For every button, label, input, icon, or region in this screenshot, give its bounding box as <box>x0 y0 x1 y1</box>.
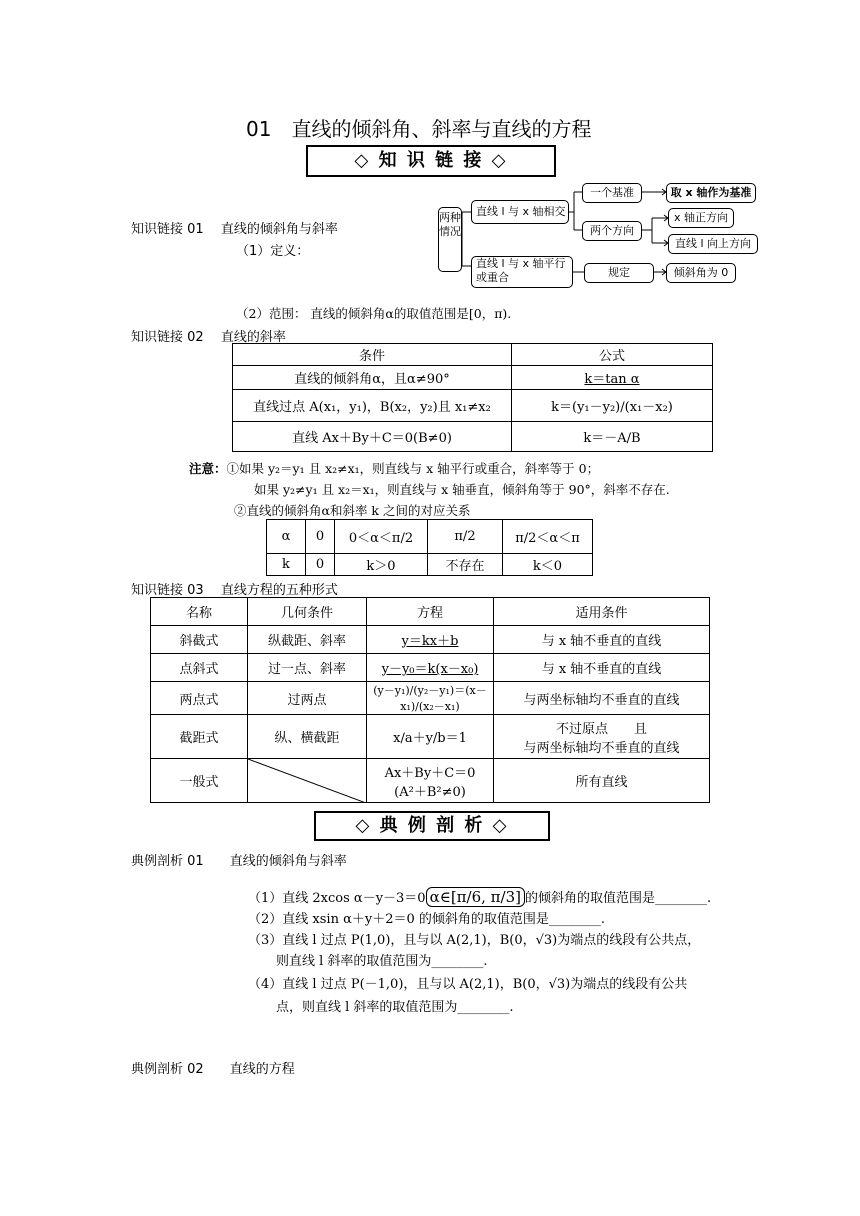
table-cell: 纵、横截距 <box>248 715 367 759</box>
line-forms-table <box>150 597 710 803</box>
diagram-basis-value: 取 x 轴作为基准 <box>666 183 756 203</box>
page-title: 01 直线的倾斜角、斜率与直线的方程 <box>246 117 592 141</box>
question-3-cont: 则直线 l 斜率的取值范围为________. <box>276 954 488 969</box>
table-header: 方程 <box>367 598 494 626</box>
table-header: 条件 <box>233 344 512 366</box>
table-header: 几何条件 <box>248 598 367 626</box>
section-banner-examples: ◇ 典 例 剖 析 ◇ <box>314 811 550 841</box>
table-cell: k＜0 <box>503 554 593 576</box>
slope-table <box>232 343 713 452</box>
range-text: （2）范围： 直线的倾斜角α的取值范围是[0，π). <box>236 306 512 321</box>
table-cell: 纵截距、斜率 <box>248 626 367 654</box>
table-header: 公式 <box>512 344 713 366</box>
table-cell: 截距式 <box>151 715 248 759</box>
table-header: 名称 <box>151 598 248 626</box>
table-cell: α <box>267 520 306 554</box>
table-cell: 一般式 <box>151 759 248 803</box>
note-line-3: ②直线的倾斜角α和斜率 k 之间的对应关系 <box>234 503 471 518</box>
note-line-1: 注意：①如果 y₂＝y₁ 且 x₂≠x₁，则直线与 x 轴平行或重合，斜率等于 0； <box>189 461 600 476</box>
section-label-k1: 知识链接 01 直线的倾斜角与斜率 <box>131 222 338 237</box>
diagram-case-intersect: 直线 l 与 x 轴相交 <box>471 200 569 224</box>
table-cell: 过一点、斜率 <box>248 654 367 682</box>
table-cell: k＝(y₁－y₂)/(x₁－x₂) <box>512 390 713 422</box>
table-cell: 所有直线 <box>494 759 710 803</box>
diagram-rule: 规定 <box>584 263 654 283</box>
table-header: 适用条件 <box>494 598 710 626</box>
table-cell: y＝kx＋b <box>367 626 494 654</box>
table-cell: 与 x 轴不垂直的直线 <box>494 626 710 654</box>
table-cell: 过两点 <box>248 682 367 715</box>
table-cell: k＝tan α <box>512 366 713 390</box>
table-cell: 0 <box>306 554 335 576</box>
table-cell: 0 <box>306 520 335 554</box>
table-cell: 与 x 轴不垂直的直线 <box>494 654 710 682</box>
table-cell: y－y₀＝k(x－x₀) <box>367 654 494 682</box>
table-cell: (y－y₁)/(y₂－y₁)＝(x－x₁)/(x₂－x₁) <box>367 682 494 715</box>
table-cell: 不存在 <box>428 554 503 576</box>
table-cell: 与两坐标轴均不垂直的直线 <box>494 682 710 715</box>
diagram-two-cases: 两种情况 <box>438 207 462 272</box>
table-cell: 直线 Ax＋By＋C＝0(B≠0) <box>233 422 512 452</box>
table-cell-diagonal <box>248 759 367 803</box>
section-label-k2: 知识链接 02 直线的斜率 <box>131 330 286 345</box>
question-4: （4）直线 l 过点 P(－1,0)，且与以 A(2,1)，B(0，√3)为端点的线段有公共 <box>248 977 688 992</box>
diagram-direction-x: x 轴正方向 <box>668 208 734 228</box>
table-cell: k＝－A/B <box>512 422 713 452</box>
table-cell: 直线过点 A(x₁，y₁)，B(x₂，y₂)且 x₁≠x₂ <box>233 390 512 422</box>
table-cell: k <box>267 554 306 576</box>
diagram-two-directions: 两个方向 <box>582 221 642 241</box>
question-1: （1）直线 2xcos α－y－3＝0 α∈[π/6, π/3] 的倾斜角的取值范围是________. <box>248 888 712 906</box>
table-cell: k＞0 <box>335 554 428 576</box>
table-cell: x/a＋y/b＝1 <box>367 715 494 759</box>
definition-label: （1）定义： <box>236 244 310 259</box>
angle-slope-table <box>266 519 593 576</box>
question-3: （3）直线 l 过点 P(1,0)，且与以 A(2,1)，B(0，√3)为端点的线段有公共点， <box>248 933 701 948</box>
section-label-e1: 典例剖析 01 直线的倾斜角与斜率 <box>131 854 347 869</box>
diagram-one-basis: 一个基准 <box>582 183 642 203</box>
table-cell: 两点式 <box>151 682 248 715</box>
table-cell: 不过原点 且 与两坐标轴均不垂直的直线 <box>494 715 710 759</box>
diagram-direction-line: 直线 l 向上方向 <box>668 234 758 254</box>
section-label-e2: 典例剖析 02 直线的方程 <box>131 1062 295 1077</box>
table-cell: 斜截式 <box>151 626 248 654</box>
question-2: （2）直线 xsin α＋y＋2＝0 的倾斜角的取值范围是________. <box>248 912 605 927</box>
question-4-cont: 点，则直线 l 斜率的取值范围为________. <box>276 1000 514 1015</box>
table-cell: 点斜式 <box>151 654 248 682</box>
section-label-k3: 知识链接 03 直线方程的五种形式 <box>131 583 338 598</box>
note-line-2: 如果 y₂≠y₁ 且 x₂＝x₁，则直线与 x 轴垂直，倾斜角等于 90°，斜率不存在. <box>254 482 670 497</box>
section-banner-knowledge: ◇ 知 识 链 接 ◇ <box>306 145 556 177</box>
table-cell: π/2 <box>428 520 503 554</box>
table-cell: π/2＜α＜π <box>503 520 593 554</box>
table-cell: Ax＋By＋C＝0 (A²＋B²≠0) <box>367 759 494 803</box>
table-cell: 直线的倾斜角α，且α≠90° <box>233 366 512 390</box>
diagram-case-parallel: 直线 l 与 x 轴平行或重合 <box>471 256 573 288</box>
diagram-rule-value: 倾斜角为 0 <box>666 263 736 283</box>
table-cell: 0＜α＜π/2 <box>335 520 428 554</box>
